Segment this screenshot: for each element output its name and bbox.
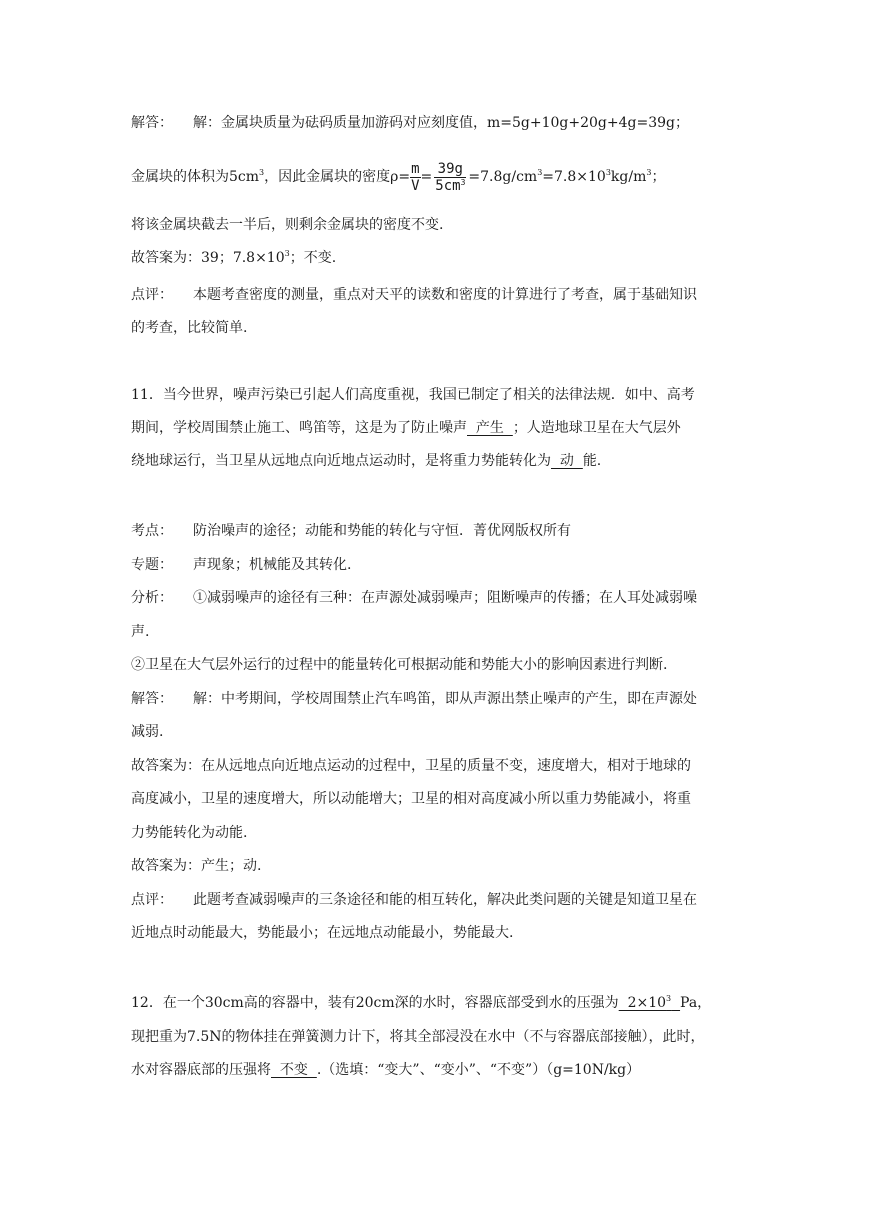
fraction-denominator: $5cm^3$ (435, 177, 466, 194)
q10-remain-line: 将该金属块截去一半后，则剩余金属块的密度不变. (131, 217, 444, 233)
q11-stem-line-1: 11．当今世界，噪声污染已引起人们高度重视，我国已制定了相关的法律法规．如中、高考 (131, 387, 695, 403)
q11-jieda-line-2: 减弱. (131, 724, 164, 740)
q10-final-answer: 故答案为：39；$7.8\times 10^3$；不变. (131, 249, 337, 266)
superscript: 3 (284, 249, 290, 258)
q12-stem-line-2: 现把重为7.5N的物体挂在弹簧测力计下，将其全部浸没在水中（不与容器底部接触），此时， (131, 1029, 705, 1045)
q11-dianping-line-1: 点评： 此题考查减弱噪声的三条途径和能的相互转化，解决此类问题的关键是知道卫星在 (131, 892, 697, 908)
q12-stem-line-3: 水对容器底部的压强将 不变 .（选填：“变大”、“变小”、“不变”）（g=10N/kg） (131, 1062, 641, 1078)
q11-fenxi-line-1: 分析： ①减弱噪声的途径有三种：在声源处减弱噪声；阻断噪声的传播；在人耳处减弱噪 (131, 590, 697, 606)
jieda-label: 解答： (131, 691, 173, 707)
dianping-label: 点评： (131, 892, 173, 908)
q10-comment-line-2: 的考查，比较简单. (131, 320, 248, 336)
q11-stem-line-3: 绕地球运行，当卫星从远地点向近地点运动时，是将重力势能转化为 动 能. (131, 453, 602, 469)
comment-label: 点评： (131, 287, 173, 303)
q12-stem-line-1: 12．在一个30cm高的容器中，装有20cm深的水时，容器底部受到水的压强为 $2\times 10^3$ Pa， (131, 994, 712, 1011)
q11-jieda-line-1: 解答： 解：中考期间，学校周围禁止汽车鸣笛，即从声源出禁止噪声的产生，即在声源处 (131, 691, 697, 707)
density-value-1: =7.8g/cm (468, 169, 538, 185)
superscript: 3 (646, 168, 652, 177)
q11-stem-line-2: 期间，学校周围禁止施工、鸣笛等，这是为了防止噪声 产生 ；人造地球卫星在大气层外 (131, 420, 681, 436)
q11-fenxi-line-3: ②卫星在大气层外运行的过程中的能量转化可根据动能和势能大小的影响因素进行判断. (131, 657, 668, 673)
q11-dianping-line-2: 近地点时动能最大，势能最小；在远地点动能最小，势能最大. (131, 925, 514, 941)
density-value-2: =7.8×10 (542, 169, 606, 185)
q11-answer-line-1: 故答案为：在从远地点向近地点运动的过程中，卫星的质量不变，速度增大，相对于地球的 (131, 758, 691, 774)
q11-answer-line-2: 高度减小，卫星的速度增大，所以动能增大；卫星的相对高度减小所以重力势能减小，将重 (131, 791, 691, 807)
fraction-numerator: m (411, 160, 420, 177)
volume-text: 金属块的体积为5cm (131, 169, 260, 185)
fenxi-label: 分析： (131, 590, 173, 606)
kaodian-label: 考点： (131, 523, 173, 539)
q10-answer-line-1 (131, 113, 689, 133)
zhuanti-label: 专题： (131, 557, 173, 573)
answer-blank: 动 (551, 453, 583, 469)
answer-blank: $2\times 10^3$ (618, 994, 672, 1011)
q11-answer-line-4: 故答案为：产生；动. (131, 858, 262, 874)
density-unit: kg/m (610, 169, 647, 185)
q11-answer-line-3: 力势能转化为动能. (131, 825, 248, 841)
equals-sign: = (420, 169, 433, 185)
superscript: 3 (605, 168, 611, 177)
superscript: 3 (259, 168, 265, 177)
fraction-numerator: 39g (434, 161, 466, 178)
density-intro: ，因此金属块的密度ρ= (264, 169, 411, 185)
answer-blank: 产生 (467, 420, 513, 436)
q11-zhuanti: 专题： 声现象；机械能及其转化. (131, 557, 352, 573)
density-end: ； (651, 169, 666, 185)
answer-blank: 不变 (271, 1062, 317, 1078)
answer-label: 解答： (131, 115, 173, 131)
q11-fenxi-line-2: 声. (131, 624, 150, 640)
fraction-value (434, 161, 466, 194)
q10-density-line (131, 157, 665, 197)
q10-comment-line-1: 点评： 本题考查密度的测量，重点对天平的读数和密度的计算进行了考查，属于基础知识 (131, 287, 697, 303)
fraction-denominator: V (411, 177, 420, 194)
superscript: 3 (537, 168, 543, 177)
answer-text: 解：金属块质量为砝码质量加游码对应刻度值，m=5g+10g+20g+4g=39g； (193, 115, 689, 131)
q11-kaodian: 考点： 防治噪声的途径；动能和势能的转化与守恒．菁优网版权所有 (131, 523, 571, 539)
fraction-m-over-v (410, 161, 420, 194)
